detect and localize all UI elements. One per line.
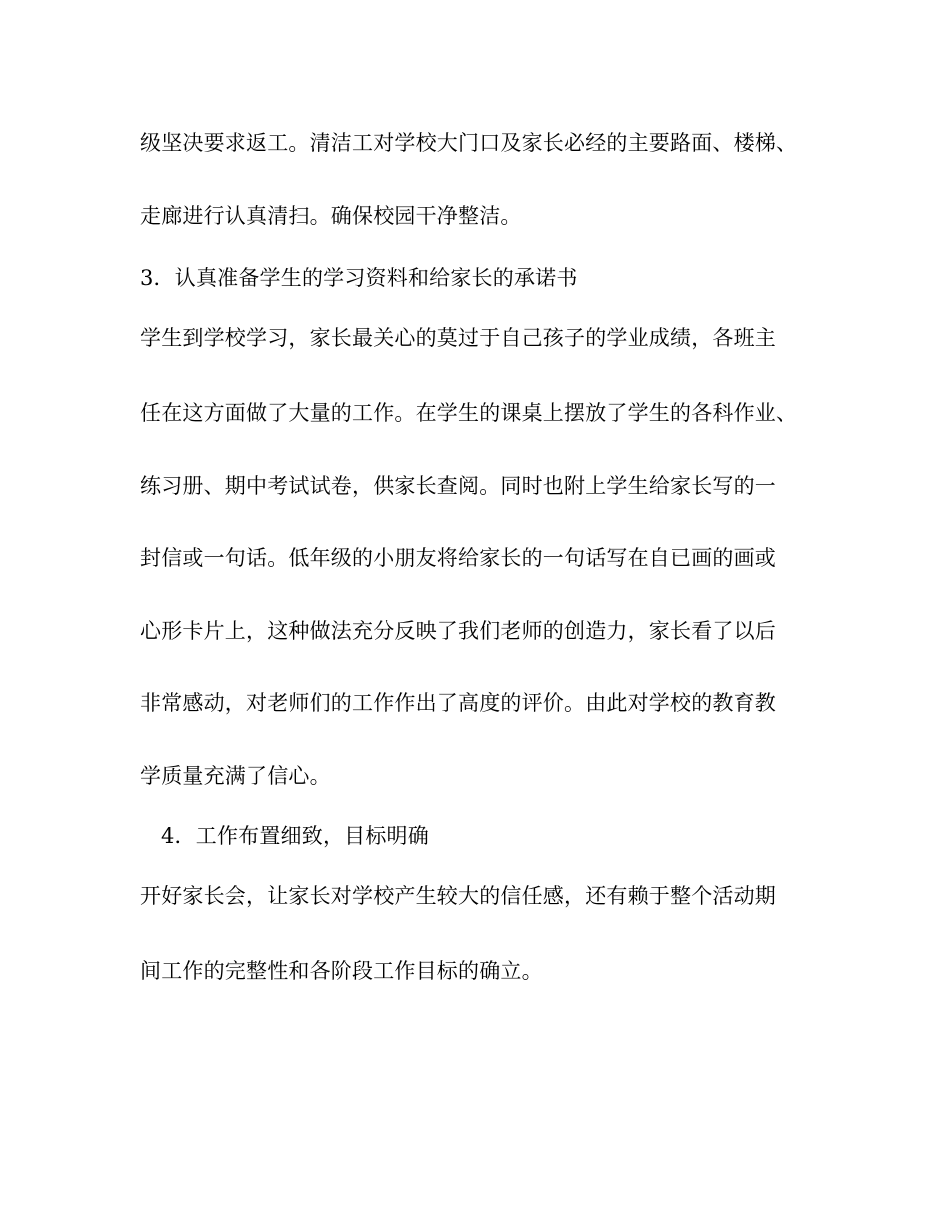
paragraph-line: 开好家长会，让家长对学校产生较大的信任感，还有赖于整个活动期 xyxy=(140,884,776,908)
paragraph-line: 走廊进行认真清扫。确保校园干净整洁。 xyxy=(140,204,522,228)
paragraph-line: 非常感动，对老师们的工作作出了高度的评价。由此对学校的教育教 xyxy=(140,691,776,715)
paragraph-line: 级坚决要求返工。清洁工对学校大门口及家长必经的主要路面、楼梯、 xyxy=(140,131,798,155)
paragraph-line: 封信或一句话。低年级的小朋友将给家长的一句话写在自已画的画或 xyxy=(140,546,776,570)
paragraph-line: 任在这方面做了大量的工作。在学生的课桌上摆放了学生的各科作业、 xyxy=(140,401,798,425)
paragraph-line: 学生到学校学习，家长最关心的莫过于自己孩子的学业成绩，各班主 xyxy=(140,326,776,350)
paragraph-line: 心形卡片上，这种做法充分反映了我们老师的创造力，家长看了以后 xyxy=(140,619,776,643)
paragraph-line: 间工作的完整性和各阶段工作目标的确立。 xyxy=(140,959,543,983)
paragraph-line: 学质量充满了信心。 xyxy=(140,764,331,788)
section-heading: 4．工作布置细致，目标明确 xyxy=(161,824,429,848)
paragraph-line: 练习册、期中考试试卷，供家长查阅。同时也附上学生给家长写的一 xyxy=(140,474,776,498)
section-heading: 3．认真准备学生的学习资料和给家长的承诺书 xyxy=(140,266,578,290)
